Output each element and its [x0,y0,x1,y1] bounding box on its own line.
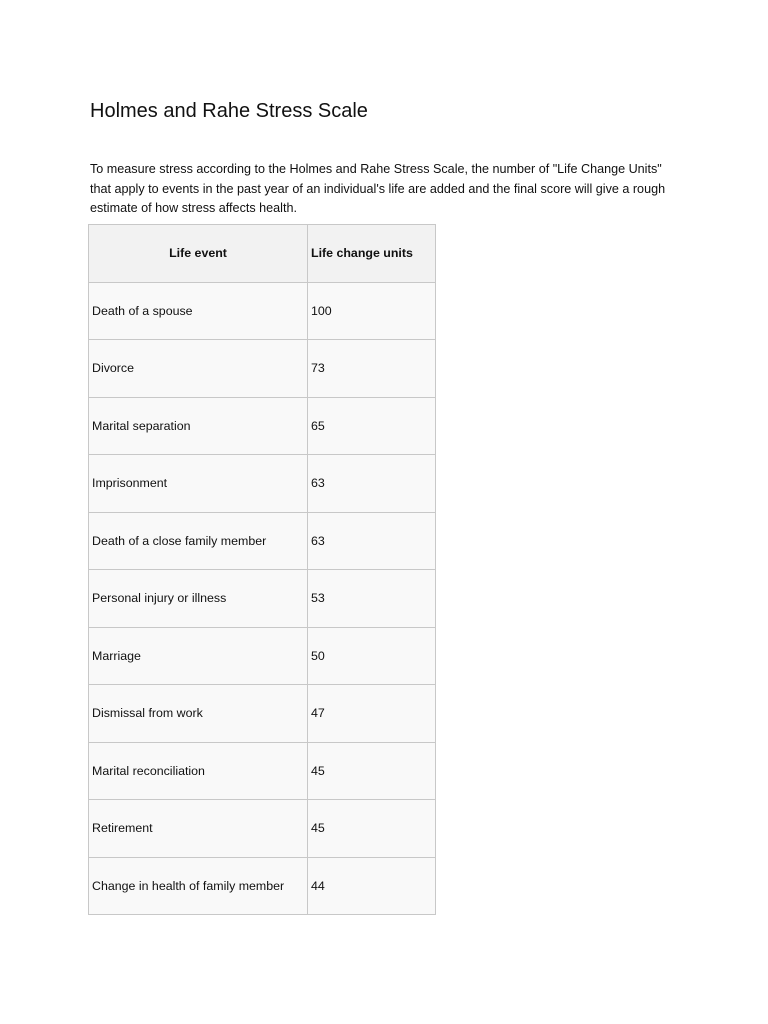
life-change-units-cell: 45 [308,800,436,858]
life-event-cell: Divorce [89,340,308,398]
table-row [89,397,436,455]
life-event-cell: Dismissal from work [89,685,308,743]
life-change-units-cell: 44 [308,857,436,915]
life-change-units-cell: 100 [308,282,436,340]
life-event-cell: Marital reconciliation [89,742,308,800]
table-row [89,685,436,743]
page-title: Holmes and Rahe Stress Scale [90,100,368,122]
stress-scale-table [88,224,436,915]
column-header-life-change-units: Life change units [308,225,436,283]
life-event-cell: Change in health of family member [89,857,308,915]
life-change-units-cell: 53 [308,570,436,628]
life-event-cell: Personal injury or illness [89,570,308,628]
table-row [89,857,436,915]
table-row [89,627,436,685]
life-change-units-cell: 63 [308,455,436,513]
life-change-units-cell: 63 [308,512,436,570]
intro-paragraph [90,160,680,219]
life-event-cell: Retirement [89,800,308,858]
life-event-cell: Imprisonment [89,455,308,513]
life-change-units-cell: 47 [308,685,436,743]
life-change-units-cell: 73 [308,340,436,398]
life-event-cell: Death of a spouse [89,282,308,340]
life-change-units-cell: 65 [308,397,436,455]
life-event-cell: Marriage [89,627,308,685]
table-row [89,455,436,513]
column-header-life-event: Life event [89,225,308,283]
table-header-row [89,225,436,283]
table-row [89,742,436,800]
intro-line: estimate of how stress affects health. [90,201,297,215]
life-event-cell: Death of a close family member [89,512,308,570]
table-row [89,512,436,570]
life-change-units-cell: 45 [308,742,436,800]
table-row [89,800,436,858]
intro-line: that apply to events in the past year of an individual's life are added and the final score will give a rough [90,181,666,196]
life-event-cell: Marital separation [89,397,308,455]
intro-line: To measure stress according to the Holmes and Rahe Stress Scale, the number of "Life Change Units" [90,162,662,176]
table-row [89,282,436,340]
life-change-units-cell: 50 [308,627,436,685]
table-row [89,340,436,398]
table-row [89,570,436,628]
